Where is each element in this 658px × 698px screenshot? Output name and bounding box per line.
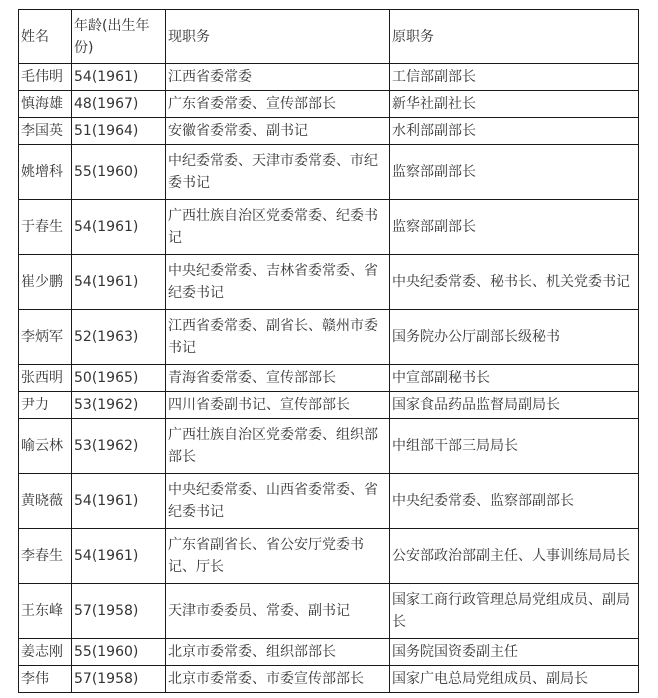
table-row	[19, 584, 639, 639]
table-row	[19, 639, 639, 666]
header-row	[19, 10, 639, 64]
cell-age: 53(1962)	[72, 392, 166, 419]
cell-current-position: 青海省委常委、宣传部部长	[166, 365, 390, 392]
cell-previous-position: 中央纪委常委、监察部副部长	[390, 474, 639, 529]
cell-name: 黄晓薇	[19, 474, 72, 529]
cell-name: 王东峰	[19, 584, 72, 639]
cell-age: 52(1963)	[72, 310, 166, 365]
cell-previous-position: 国务院办公厅副部长级秘书	[390, 310, 639, 365]
cell-age: 50(1965)	[72, 365, 166, 392]
table-row	[19, 310, 639, 365]
cell-previous-position: 监察部副部长	[390, 145, 639, 200]
cell-previous-position: 工信部副部长	[390, 64, 639, 91]
cell-current-position: 广西壮族自治区党委常委、组织部部长	[166, 419, 390, 474]
cell-age: 51(1964)	[72, 118, 166, 145]
table-row	[19, 365, 639, 392]
cell-previous-position: 国家广电总局党组成员、副局长	[390, 666, 639, 693]
cell-name: 崔少鹏	[19, 255, 72, 310]
cell-age: 55(1960)	[72, 145, 166, 200]
cell-name: 李伟	[19, 666, 72, 693]
cell-name: 李炳军	[19, 310, 72, 365]
cell-name: 姜志刚	[19, 639, 72, 666]
cell-current-position: 安徽省委常委、副书记	[166, 118, 390, 145]
cell-name: 喻云林	[19, 419, 72, 474]
cell-name: 李春生	[19, 529, 72, 584]
cell-previous-position: 中组部干部三局局长	[390, 419, 639, 474]
cell-previous-position: 国务院国资委副主任	[390, 639, 639, 666]
header-name: 姓名	[19, 10, 72, 64]
cell-current-position: 江西省委常委	[166, 64, 390, 91]
table-row	[19, 200, 639, 255]
cell-name: 于春生	[19, 200, 72, 255]
cell-age: 54(1961)	[72, 529, 166, 584]
cell-previous-position: 监察部副部长	[390, 200, 639, 255]
cell-age: 48(1967)	[72, 91, 166, 118]
cell-current-position: 天津市委委员、常委、副书记	[166, 584, 390, 639]
cell-current-position: 广西壮族自治区党委常委、纪委书记	[166, 200, 390, 255]
cell-age: 57(1958)	[72, 666, 166, 693]
cell-age: 54(1961)	[72, 200, 166, 255]
cell-previous-position: 国家工商行政管理总局党组成员、副局长	[390, 584, 639, 639]
cell-current-position: 广东省委常委、宣传部部长	[166, 91, 390, 118]
cell-previous-position: 中央纪委常委、秘书长、机关党委书记	[390, 255, 639, 310]
cell-current-position: 北京市委常委、市委宣传部部长	[166, 666, 390, 693]
cell-current-position: 中央纪委常委、吉林省委常委、省纪委书记	[166, 255, 390, 310]
cell-previous-position: 国家食品药品监督局副局长	[390, 392, 639, 419]
table-row	[19, 255, 639, 310]
cell-current-position: 四川省委副书记、宣传部部长	[166, 392, 390, 419]
officials-table-container	[18, 9, 638, 693]
officials-table	[18, 9, 639, 693]
cell-name: 毛伟明	[19, 64, 72, 91]
table-row	[19, 529, 639, 584]
cell-current-position: 广东省副省长、省公安厅党委书记、厅长	[166, 529, 390, 584]
cell-previous-position: 新华社副社长	[390, 91, 639, 118]
cell-current-position: 北京市委常委、组织部部长	[166, 639, 390, 666]
table-row	[19, 419, 639, 474]
cell-previous-position: 水利部副部长	[390, 118, 639, 145]
header-current-position: 现职务	[166, 10, 390, 64]
header-age: 年龄(出生年份)	[72, 10, 166, 64]
table-row	[19, 666, 639, 693]
cell-previous-position: 公安部政治部副主任、人事训练局局长	[390, 529, 639, 584]
cell-age: 54(1961)	[72, 64, 166, 91]
cell-age: 55(1960)	[72, 639, 166, 666]
cell-age: 57(1958)	[72, 584, 166, 639]
cell-age: 54(1961)	[72, 255, 166, 310]
table-row	[19, 392, 639, 419]
header-previous-position: 原职务	[390, 10, 639, 64]
cell-current-position: 中央纪委常委、山西省委常委、省纪委书记	[166, 474, 390, 529]
cell-age: 54(1961)	[72, 474, 166, 529]
cell-age: 53(1962)	[72, 419, 166, 474]
table-row	[19, 118, 639, 145]
cell-name: 慎海雄	[19, 91, 72, 118]
table-row	[19, 91, 639, 118]
cell-previous-position: 中宣部副秘书长	[390, 365, 639, 392]
table-row	[19, 474, 639, 529]
table-row	[19, 64, 639, 91]
cell-current-position: 江西省委常委、副省长、赣州市委书记	[166, 310, 390, 365]
table-row	[19, 145, 639, 200]
cell-name: 张西明	[19, 365, 72, 392]
cell-name: 姚增科	[19, 145, 72, 200]
cell-name: 尹力	[19, 392, 72, 419]
cell-current-position: 中纪委常委、天津市委常委、市纪委书记	[166, 145, 390, 200]
cell-name: 李国英	[19, 118, 72, 145]
